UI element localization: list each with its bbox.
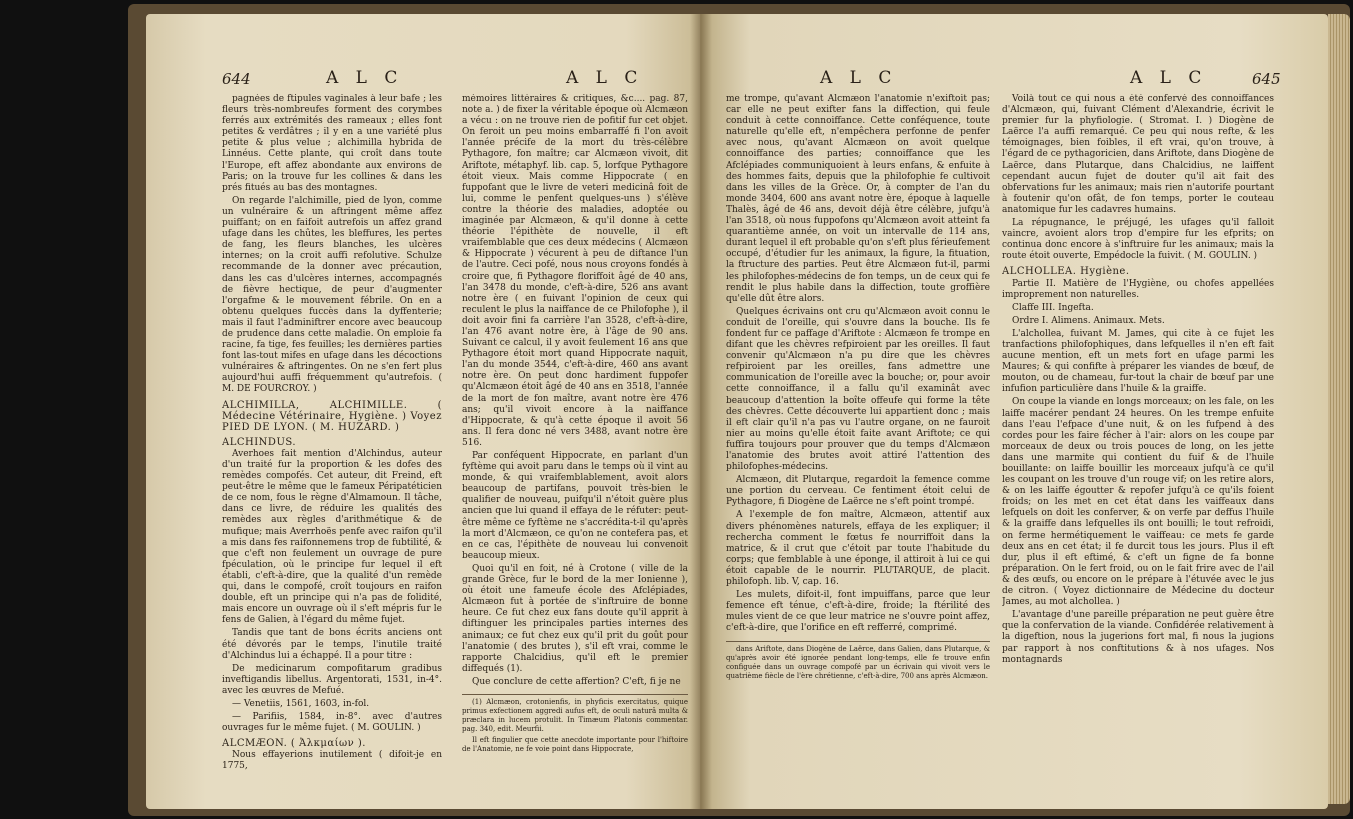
paragraph: me trompe, qu'avant Alcmæon l'anatomie n'exiftoit pas; car elle ne peut exifter fans la diffection, qui feule conduit à cette connoiffance. Cette conféquence, toute naturelle qu'elle eft, n'empêchera perfonne de penfer avec nous, qu'avant Alcmæon on avoit quelque connoiffance des parties; connoiffance que les Afclépiades communiquoient à leurs enfans, & enfuite à des hommes faits, depuis que la philofophie fe cultivoit dans les villes de la Grèce. Or, à compter de l'an du monde 3404, 600 ans avant notre ère, époque à laquelle Thalès, âgé de 46 ans, devoit déjà être célèbre, jufqu'à l'an 3518, où nous fuppofons qu'Alcmæon avoit atteint fa quarantième année, on voit un intervalle de 114 ans, durant lequel il eft probable qu'on s'eft plus férieufement occupé, d'étudier fur les animaux, la figure, la fituation, la ftructure des parties. Peut être Alcmæon fut-il, parmi les philofophes-médecins de fon temps, un de ceux qui fe rendit le plus habile dans la diffection, toute groffière qu'elle dût être alors. — [726, 94, 990, 304]
paragraph: Partie II. Matière de l'Hygiène, ou chofes appellées improprement non naturelles. — [1002, 278, 1274, 300]
paragraph: Tandis que tant de bons écrits anciens ont été dévorés par le temps, l'inutile traité d'Alchindus lui a échappé. Il a pour titre : — [222, 628, 442, 661]
paragraph: Que conclure de cette affertion? C'eft, fi je ne — [472, 676, 681, 687]
entry-heading: ALCHOLLEA. Hygiène. — [1002, 266, 1130, 278]
paragraph: La répugnance, le préjugé, les ufages qu'il falloit vaincre, avoient alors trop d'empire fur les efprits; on continua donc encore à s'inftruire fur les animaux; mais la route étoit ouverte, Empédocle la fuivit. ( M. GOULIN. ) — [1002, 218, 1274, 262]
paragraph: pagnées de ftipules vaginales à leur bafe ; les fleurs très-nombreufes forment des corymbes ferrés aux extrémités des rameaux ; elles font petites & verdâtres ; il y en a une variété plus petite & plus velue ; alchimilla hybrida de Linnéus. Cette plante, qui croît dans toute l'Europe, eft affez abondante aux environs de Paris; on la trouve fur les collines & dans les prés fitués au bas des montagnes. — [222, 94, 442, 193]
page-edges — [1328, 14, 1350, 804]
paragraph: — Venetiis, 1561, 1603, in-fol. — [232, 698, 370, 709]
left-page — [146, 14, 700, 809]
paragraph: On coupe la viande en longs morceaux; on les fale, on les laiffe macérer pendant 24 heures. On les trempe enfuite dans l'eau l'efpace d'une nuit, & on les fufpend à des cordes pour les faire fécher à l'air: alors on les coupe par morceaux de deux ou trois pouces de long, on les jette dans une marmite qui contient du fuif & de l'huile bouillante: on laiffe bouillir les morceaux jufqu'à ce qu'il les coupant on les trouve d'un rouge vif; on les retire alors, & on les laiffe égoutter & repofer jufqu'à ce qu'ils foient froids; on les met en cet état dans les vaiffeaux dans lefquels on doit les conferver, & on verfe par deffus l'huile & la graiffe dans lefquelles ils ont bouilli; le tout refroidi, on ferme hermétiquement le vaiffeau: ce mets fe garde deux ans en cet état; il fe durcit tous les jours. Plus il eft dur, plus il eft eftimé, & c'eft un figne de fa bonne préparation. On le fert froid, ou on le fait frire avec de l'ail & des œufs, ou encore on le prépare à l'étuvée avec le jus de citron. ( Voyez dictionnaire de Médecine du docteur James, au mot alchollea. ) — [1002, 397, 1274, 608]
paragraph: De medicinarum compofitarum gradibus inveftigandis libellus. Argentorati, 1531, in-4°. avec les œuvres de Mefué. — [222, 663, 442, 696]
footnote: dans Ariftote, dans Diogène de Laërce, dans Galien, dans Plutarque, & qu'après avoir été ignorée pendant long-temps, elle fe trouve enfin configuée dans un ouvrage compofé par un écrivain qui vivoit vers le quatrième fiècle de l'ère chrétienne, c'eft-à-dire, 700 ans après Alcmæon. — [726, 644, 990, 680]
book-gutter — [690, 14, 712, 809]
paragraph: Par conféquent Hippocrate, en parlant d'un fyftème qui avoit paru dans le temps où il vint au monde, & qui vraifemblablement, avoit alors beaucoup de partifans, pouvoit très-bien le qualifier de nouveau, puifqu'il n'étoit guère plus ancien que lui quand il effaya de le réfuter: peut-être même ce fyftème ne s'accrédita-t-il qu'après la mort d'Alcmæon, ce qu'on ne contefera pas, et en ce cas, l'épithète de nouveau lui convenoit beaucoup mieux. — [462, 451, 688, 561]
footnote-rule — [726, 641, 990, 642]
paragraph: L'avantage d'une pareille préparation ne peut guère être que la confervation de la viande. Confidérée relativement à la digeftion, nous la jugerions fort mal, fi nous la jugions par rapport à nos conftitutions & à nos ufages. Nos montagnards — [1002, 610, 1274, 665]
right-running-header-2: A L C — [1130, 68, 1208, 88]
paragraph: Les mulets, difoit-il, font impuiffans, parce que leur femence eft ténue, c'eft-à-dire, froide; la ftérilité des mules vient de ce que leur matrice ne s'ouvre point affez, c'eft-à-dire, que l'orifice en eft refferré, comprimé. — [726, 590, 990, 634]
entry-heading: ALCMÆON. ( Ἀλκμαίων ). — [222, 738, 366, 750]
right-running-header-1: A L C — [820, 68, 898, 88]
left-column-1 — [222, 94, 442, 784]
paragraph: Nous effayerions inutilement ( difoit-je en 1775, — [222, 750, 442, 772]
paragraph: L'alchollea, fuivant M. James, qui cite à ce fujet les tranfactions philofophiques, dans lefquelles il n'en eft fait aucune mention, eft un mets fort en ufage parmi les Maures; & qui confifte à préparer les viandes de bœuf, de mouton, ou de chameau, fur-tout la chair de bœuf par une infufion particulière dans l'huile & la graiffe. — [1002, 328, 1274, 395]
right-column-2 — [1002, 94, 1274, 794]
right-page — [700, 14, 1328, 809]
paragraph: On regarde l'alchimille, pied de lyon, comme un vulnéraire & un aftringent même affez puiffant; on en faifoit autrefois un affez grand ufage dans les chûtes, les bleffures, les pertes de fang, les fleurs blanches, les ulcères internes; on la croit auffi refolutive. Schulze recommande de la donner avec précaution, dans les cas d'ulcères internes, accompagnés de fièvre hectique, de peur d'augmenter l'orgafme & le mouvement fébrile. On en a obtenu quelques fuccès dans la dyffenterie; mais il faut l'adminiftrer encore avec beaucoup de prudence dans cette maladie. On emploie fa racine, fa tige, fes feuilles; les dernières parties font las-tout mifes en ufage dans les décoctions vulnéraires & aftringentes. On ne s'en fert plus aujourd'hui auffi fréquemment qu'autrefois. ( M. DE FOURCROY. ) — [222, 195, 442, 395]
paragraph: mémoires littéraires & critiques, &c.... pag. 87, note a. ) de fixer la véritable époque où Alcmæon a vécu : on ne trouve rien de pofitif fur cet objet. On feroit un peu moins embarraffé fi l'on avoit l'année précife de la mort du très-célèbre Pythagore, fon maître; car Alcmæon vivoit, dit Ariftote, métaphyf. lib. cap. 5, lorfque Pythagore étoit vieux. Mais comme Hippocrate ( en fuppofant que le livre de veteri medicinâ foit de lui, comme le penfent quelques-uns ) s'élève contre la théorie des maladies, adoptée ou imaginée par Alcmæon, & qu'il donne à cette théorie l'épithète de nouvelle, il eft vraifemblable que ces deux médecins ( Alcmæon & Hippocrate ) vécurent à peu de diftance l'un de l'autre. Ceci pofé, nous nous croyons fondés à croire que, fi Pythagore floriffoit âgé de 40 ans, l'an 3478 du monde, c'eft-à-dire, 526 ans avant notre ère ( en fuivant l'opinion de ceux qui reculent le plus la naiffance de ce Philofophe ), il doit avoir fini fa carrière l'an 3528, c'eft-à-dire, l'an 476 avant notre ère, à l'âge de 90 ans. Suivant ce calcul, il y avoit feulement 16 ans que Pythagore étoit mort quand Hippocrate naquit, l'an du monde 3544, c'eft-à-dire, 460 ans avant notre ère. On peut donc hardiment fuppofer qu'Alcmæon étoit âgé de 40 ans en 3518, l'année de la mort de fon maître, avant notre ère 476 ans; qu'il vivoit encore à la naiffance d'Hippocrate, & qu'à cette époque il avoit 56 ans. Il fera donc né vers 3488, avant notre ère 516. — [462, 94, 688, 448]
left-page-number: 644 — [222, 70, 251, 88]
right-column-1 — [726, 94, 990, 794]
paragraph: A l'exemple de fon maître, Alcmæon, attentif aux divers phénomènes naturels, effaya de les expliquer; il rechercha comment le fœtus fe nourriffoit dans la matrice, & il crut que c'étoit par toute l'habitude du corps; que femblable à une éponge, il attiroit à lui ce qui étoit capable de le nourrir. PLUTARQUE, de placit. philofoph. lib. V, cap. 16. — [726, 510, 990, 588]
footnote-rule — [462, 694, 688, 695]
footnote: Il eft fingulier que cette anecdote importante pour l'hiftoire de l'Anatomie, ne fe voie point dans Hippocrate, — [462, 735, 688, 753]
paragraph: Quelques écrivains ont cru qu'Alcmæon avoit connu le conduit de l'oreille, qui s'ouvre dans la bouche. Ils fe fondent fur ce paffage d'Ariftote : Alcmæon fe trompe en difant que les chèvres refpiroient par les oreilles. Il faut convenir qu'Alcmæon n'a pu dire que les chèvres refpiroient par les oreilles, fans admettre une communication de l'oreille avec la bouche; or, pour avoir cette connoiffance, il a fallu qu'il examinât avec beaucoup d'attention la boîte offeufe qui forme la tête des chèvres. Cette découverte lui appartient donc ; mais il eft clair qu'il n'a pas vu l'autre organe, on ne fauroit nier au moins qu'elle étoit faite avant Ariftote; ce qui fuffira toujours pour prouver que du temps d'Alcmæon l'anatomie des brutes avoit attiré l'attention des philofophes-médecins. — [726, 306, 990, 473]
right-page-number: 645 — [1252, 70, 1281, 88]
left-running-header-1: A L C — [326, 68, 404, 88]
paragraph: Voilà tout ce qui nous a été confervé des connoiffances d'Alcmæon, qui, fuivant Clément d'Alexandrie, écrivit le premier fur la phyfiologie. ( Stromat. I. ) Diogène de Laërce l'a auffi remarqué. Ce peu qui nous refte, & les témoignages, bien foibles, il eft vrai, qu'on trouve, à l'égard de ce pythagoricien, dans Ariftote, dans Diogène de Laërce, dans Plutarque, dans Chalcidius, ne laiffent cependant aucun fujet de douter qu'il ait fait des obfervations fur les animaux; mais rien n'autorife pourtant à foutenir qu'on ofât, de fon temps, porter le couteau anatomique fur les cadavres humains. — [1002, 94, 1274, 215]
paragraph: Claffe III. Ingefta. — [1012, 302, 1094, 313]
paragraph: — Parifiis, 1584, in-8°. avec d'autres ouvrages fur le même fujet. ( M. GOULIN. ) — [222, 712, 442, 734]
left-running-header-2: A L C — [566, 68, 644, 88]
paragraph: Averhoes fait mention d'Alchindus, auteur d'un traité fur la proportion & les dofes des remèdes compofés. Cet auteur, dit Freind, eft peut-être le même que le fameux Péripatéticien de ce nom, fous le règne d'Almamoun. Il tâche, dans ce livre, de réduire les qualités des remèdes aux règles d'arithmétique & de mufique; mais Averrhoës penfe avec raifon qu'il a mis dans fes raifonnemens trop de fubtilité, & que c'eft non feulement un ouvrage de pure fpéculation, où le principe fur lequel il eft établi, c'eft-à-dire, que la qualité d'un remède qui, dans le compofé, croît toujours en raifon double, eft un principe qui n'a pas de folidité, mais encore un ouvrage où il s'eft mépris fur le fens de Galien, à l'égard du même fujet. — [222, 448, 442, 626]
paragraph: Quoi qu'il en foit, né à Crotone ( ville de la grande Grèce, fur le bord de la mer Ionienne ), où étoit une fameufe école des Afclépiades, Alcmæon fut à portée de s'inftruire de bonne heure. Ce fut chez eux fans doute qu'il apprit à diftinguer les principales parties internes des animaux; ce fut chez eux qu'il prit du goût pour l'anatomie ( des brutes ), s'il eft vrai, comme le rapporte Chalcidius, qu'il eft le premier diffequés (1). — [462, 563, 688, 674]
paragraph: Alcmæon, dit Plutarque, regardoit la femence comme une portion du cerveau. Ce fentiment étoit celui de Pythagore, fi Diogène de Laërce ne s'eft point trompé. — [726, 475, 990, 508]
footnote: (1) Alcmæon, crotonienfis, in phyficis exercitatus, quique primus exfectionem aggredi aufus eft, de oculi naturâ multa & præclara in lucem protulit. In Timæum Platonis commentar. pag. 340, edit. Meurfii. — [462, 697, 688, 733]
entry-heading: ALCHIMILLA, ALCHIMILLE. ( Médecine Vétérinaire, Hygiène. ) Voyez PIED DE LYON. ( M. HUZARD. ) — [222, 399, 442, 433]
entry-heading: ALCHINDUS. — [222, 436, 297, 448]
left-column-2 — [462, 94, 688, 784]
paragraph: Ordre I. Alimens. Animaux. Mets. — [1012, 315, 1165, 326]
